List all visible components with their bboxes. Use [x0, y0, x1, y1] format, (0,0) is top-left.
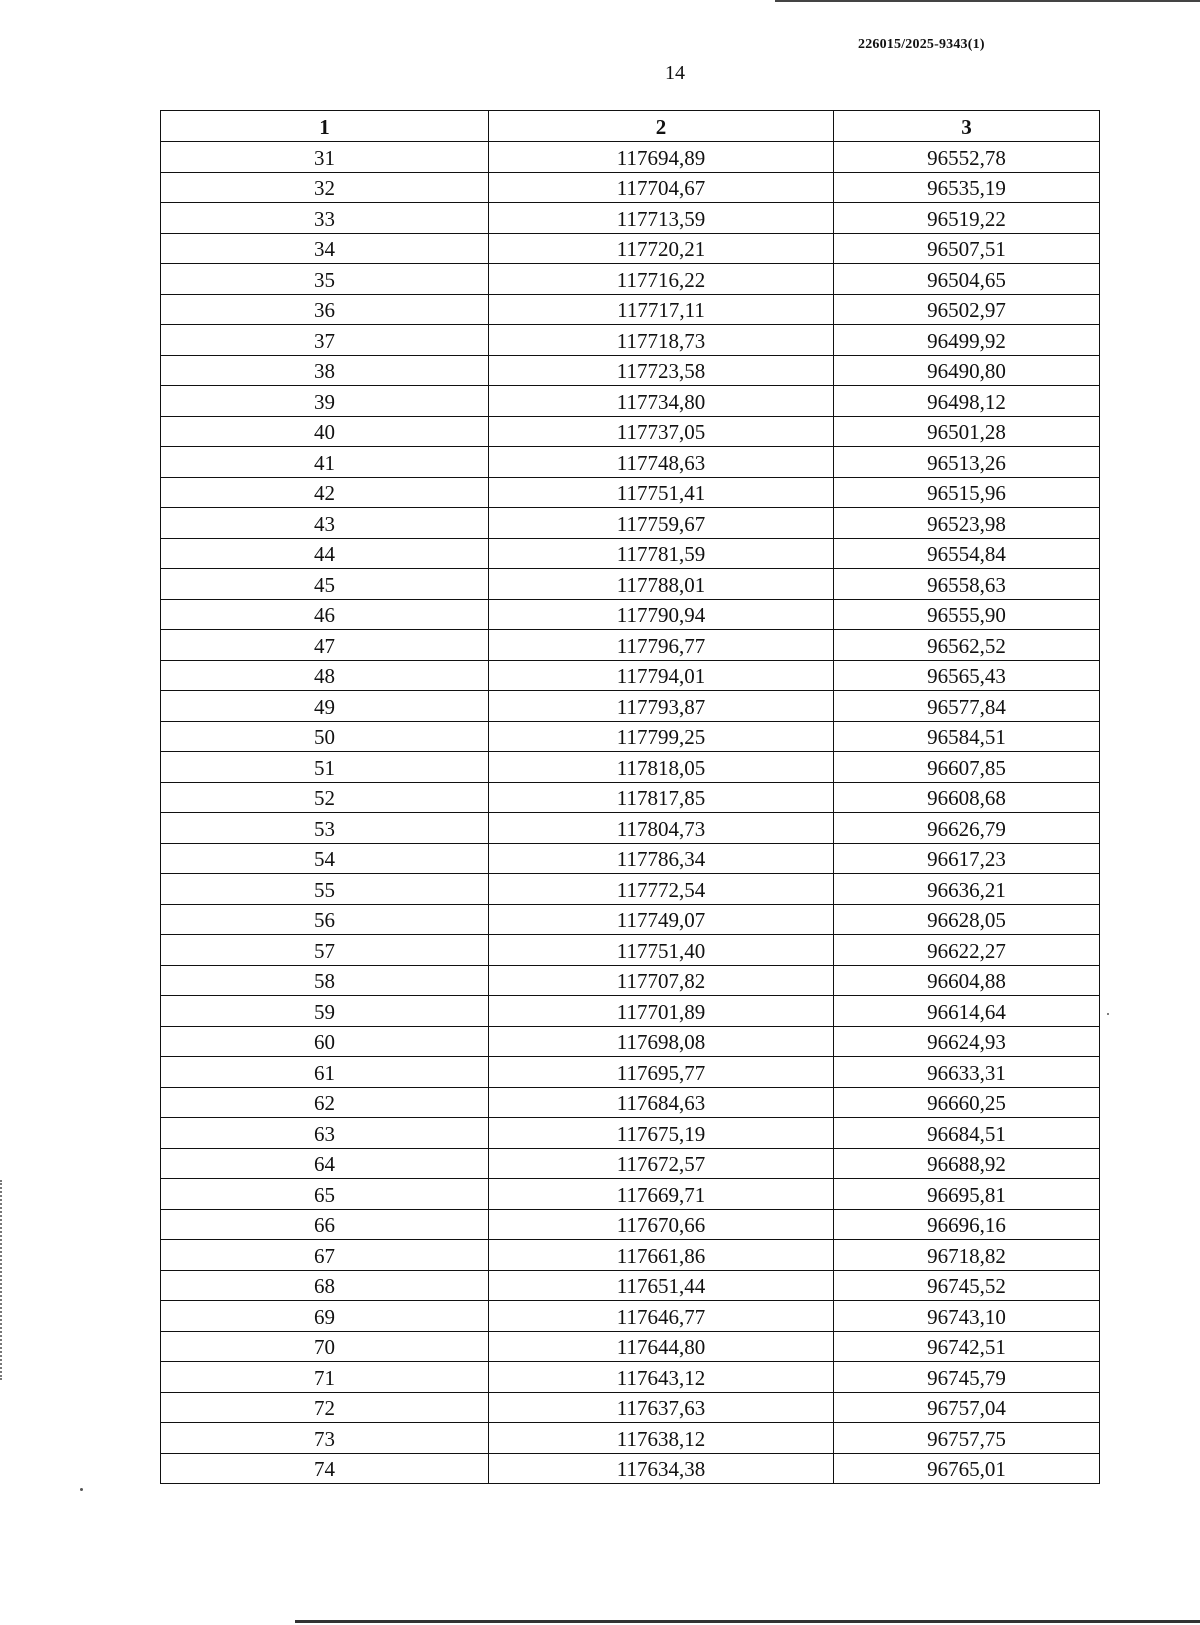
- point-number-cell: 54: [161, 843, 489, 874]
- x-coordinate-cell: 117723,58: [489, 355, 834, 386]
- y-coordinate-cell: 96745,52: [834, 1270, 1100, 1301]
- y-coordinate-cell: 96501,28: [834, 416, 1100, 447]
- table-row: [161, 782, 1100, 813]
- point-number-cell: 61: [161, 1057, 489, 1088]
- y-coordinate-cell: 96584,51: [834, 721, 1100, 752]
- y-coordinate-cell: 96745,79: [834, 1362, 1100, 1393]
- column-header-1: 1: [161, 111, 489, 142]
- coordinates-table: [160, 110, 1100, 1484]
- table-row: [161, 1179, 1100, 1210]
- table-row: [161, 1148, 1100, 1179]
- point-number-cell: 64: [161, 1148, 489, 1179]
- point-number-cell: 74: [161, 1453, 489, 1484]
- y-coordinate-cell: 96499,92: [834, 325, 1100, 356]
- table-row: [161, 1453, 1100, 1484]
- y-coordinate-cell: 96562,52: [834, 630, 1100, 661]
- point-number-cell: 57: [161, 935, 489, 966]
- document-number: 226015/2025-9343(1): [858, 37, 985, 52]
- point-number-cell: 38: [161, 355, 489, 386]
- table-row: [161, 599, 1100, 630]
- x-coordinate-cell: 117799,25: [489, 721, 834, 752]
- table-row: [161, 1301, 1100, 1332]
- point-number-cell: 68: [161, 1270, 489, 1301]
- y-coordinate-cell: 96554,84: [834, 538, 1100, 569]
- y-coordinate-cell: 96757,75: [834, 1423, 1100, 1454]
- y-coordinate-cell: 96498,12: [834, 386, 1100, 417]
- y-coordinate-cell: 96608,68: [834, 782, 1100, 813]
- y-coordinate-cell: 96743,10: [834, 1301, 1100, 1332]
- table-row: [161, 203, 1100, 234]
- table-row: [161, 1331, 1100, 1362]
- y-coordinate-cell: 96523,98: [834, 508, 1100, 539]
- x-coordinate-cell: 117748,63: [489, 447, 834, 478]
- table-row: [161, 416, 1100, 447]
- y-coordinate-cell: 96515,96: [834, 477, 1100, 508]
- x-coordinate-cell: 117670,66: [489, 1209, 834, 1240]
- point-number-cell: 65: [161, 1179, 489, 1210]
- top-scan-rule: [775, 0, 1200, 2]
- y-coordinate-cell: 96519,22: [834, 203, 1100, 234]
- point-number-cell: 41: [161, 447, 489, 478]
- table-row: [161, 1270, 1100, 1301]
- y-coordinate-cell: 96617,23: [834, 843, 1100, 874]
- x-coordinate-cell: 117786,34: [489, 843, 834, 874]
- table-row: [161, 996, 1100, 1027]
- table-row: [161, 935, 1100, 966]
- table-row: [161, 721, 1100, 752]
- table-row: [161, 294, 1100, 325]
- table-row: [161, 1392, 1100, 1423]
- point-number-cell: 51: [161, 752, 489, 783]
- y-coordinate-cell: 96684,51: [834, 1118, 1100, 1149]
- x-coordinate-cell: 117793,87: [489, 691, 834, 722]
- bottom-scan-rule: [295, 1620, 1200, 1623]
- y-coordinate-cell: 96555,90: [834, 599, 1100, 630]
- y-coordinate-cell: 96607,85: [834, 752, 1100, 783]
- table-row: [161, 386, 1100, 417]
- y-coordinate-cell: 96696,16: [834, 1209, 1100, 1240]
- table-row: [161, 1026, 1100, 1057]
- y-coordinate-cell: 96490,80: [834, 355, 1100, 386]
- x-coordinate-cell: 117716,22: [489, 264, 834, 295]
- x-coordinate-cell: 117701,89: [489, 996, 834, 1027]
- table-row: [161, 264, 1100, 295]
- x-coordinate-cell: 117804,73: [489, 813, 834, 844]
- x-coordinate-cell: 117634,38: [489, 1453, 834, 1484]
- table-row: [161, 1087, 1100, 1118]
- point-number-cell: 40: [161, 416, 489, 447]
- point-number-cell: 59: [161, 996, 489, 1027]
- point-number-cell: 53: [161, 813, 489, 844]
- point-number-cell: 49: [161, 691, 489, 722]
- table-row: [161, 538, 1100, 569]
- y-coordinate-cell: 96622,27: [834, 935, 1100, 966]
- table-header-row: [161, 111, 1100, 142]
- y-coordinate-cell: 96614,64: [834, 996, 1100, 1027]
- table-row: [161, 813, 1100, 844]
- x-coordinate-cell: 117646,77: [489, 1301, 834, 1332]
- x-coordinate-cell: 117707,82: [489, 965, 834, 996]
- y-coordinate-cell: 96535,19: [834, 172, 1100, 203]
- table-row: [161, 569, 1100, 600]
- x-coordinate-cell: 117669,71: [489, 1179, 834, 1210]
- x-coordinate-cell: 117796,77: [489, 630, 834, 661]
- y-coordinate-cell: 96604,88: [834, 965, 1100, 996]
- point-number-cell: 50: [161, 721, 489, 752]
- x-coordinate-cell: 117694,89: [489, 142, 834, 173]
- y-coordinate-cell: 96558,63: [834, 569, 1100, 600]
- x-coordinate-cell: 117818,05: [489, 752, 834, 783]
- x-coordinate-cell: 117638,12: [489, 1423, 834, 1454]
- y-coordinate-cell: 96757,04: [834, 1392, 1100, 1423]
- x-coordinate-cell: 117749,07: [489, 904, 834, 935]
- table-row: [161, 477, 1100, 508]
- table-row: [161, 142, 1100, 173]
- x-coordinate-cell: 117781,59: [489, 538, 834, 569]
- point-number-cell: 34: [161, 233, 489, 264]
- point-number-cell: 62: [161, 1087, 489, 1118]
- x-coordinate-cell: 117695,77: [489, 1057, 834, 1088]
- x-coordinate-cell: 117759,67: [489, 508, 834, 539]
- table-row: [161, 355, 1100, 386]
- x-coordinate-cell: 117790,94: [489, 599, 834, 630]
- x-coordinate-cell: 117817,85: [489, 782, 834, 813]
- x-coordinate-cell: 117661,86: [489, 1240, 834, 1271]
- table-row: [161, 843, 1100, 874]
- point-number-cell: 58: [161, 965, 489, 996]
- x-coordinate-cell: 117644,80: [489, 1331, 834, 1362]
- y-coordinate-cell: 96633,31: [834, 1057, 1100, 1088]
- table-row: [161, 1118, 1100, 1149]
- table-row: [161, 447, 1100, 478]
- y-coordinate-cell: 96552,78: [834, 142, 1100, 173]
- table-row: [161, 1209, 1100, 1240]
- point-number-cell: 31: [161, 142, 489, 173]
- scan-edge-mark: [0, 1180, 4, 1380]
- x-coordinate-cell: 117643,12: [489, 1362, 834, 1393]
- y-coordinate-cell: 96742,51: [834, 1331, 1100, 1362]
- point-number-cell: 43: [161, 508, 489, 539]
- point-number-cell: 72: [161, 1392, 489, 1423]
- point-number-cell: 67: [161, 1240, 489, 1271]
- x-coordinate-cell: 117720,21: [489, 233, 834, 264]
- scan-speck: [80, 1488, 83, 1491]
- x-coordinate-cell: 117704,67: [489, 172, 834, 203]
- y-coordinate-cell: 96513,26: [834, 447, 1100, 478]
- x-coordinate-cell: 117698,08: [489, 1026, 834, 1057]
- table-row: [161, 660, 1100, 691]
- point-number-cell: 42: [161, 477, 489, 508]
- table-row: [161, 904, 1100, 935]
- point-number-cell: 37: [161, 325, 489, 356]
- table-row: [161, 630, 1100, 661]
- x-coordinate-cell: 117637,63: [489, 1392, 834, 1423]
- y-coordinate-cell: 96660,25: [834, 1087, 1100, 1118]
- point-number-cell: 71: [161, 1362, 489, 1393]
- y-coordinate-cell: 96624,93: [834, 1026, 1100, 1057]
- y-coordinate-cell: 96688,92: [834, 1148, 1100, 1179]
- x-coordinate-cell: 117684,63: [489, 1087, 834, 1118]
- x-coordinate-cell: 117751,41: [489, 477, 834, 508]
- table-body: [161, 142, 1100, 1484]
- point-number-cell: 69: [161, 1301, 489, 1332]
- x-coordinate-cell: 117675,19: [489, 1118, 834, 1149]
- y-coordinate-cell: 96502,97: [834, 294, 1100, 325]
- x-coordinate-cell: 117794,01: [489, 660, 834, 691]
- table-row: [161, 172, 1100, 203]
- table-row: [161, 233, 1100, 264]
- point-number-cell: 60: [161, 1026, 489, 1057]
- x-coordinate-cell: 117772,54: [489, 874, 834, 905]
- column-header-3: 3: [834, 111, 1100, 142]
- x-coordinate-cell: 117734,80: [489, 386, 834, 417]
- table-row: [161, 752, 1100, 783]
- point-number-cell: 66: [161, 1209, 489, 1240]
- point-number-cell: 55: [161, 874, 489, 905]
- point-number-cell: 35: [161, 264, 489, 295]
- table-row: [161, 874, 1100, 905]
- y-coordinate-cell: 96577,84: [834, 691, 1100, 722]
- point-number-cell: 48: [161, 660, 489, 691]
- point-number-cell: 45: [161, 569, 489, 600]
- point-number-cell: 73: [161, 1423, 489, 1454]
- y-coordinate-cell: 96695,81: [834, 1179, 1100, 1210]
- table-row: [161, 965, 1100, 996]
- table-row: [161, 1240, 1100, 1271]
- point-number-cell: 46: [161, 599, 489, 630]
- point-number-cell: 70: [161, 1331, 489, 1362]
- x-coordinate-cell: 117713,59: [489, 203, 834, 234]
- page-number: 14: [665, 62, 685, 84]
- x-coordinate-cell: 117718,73: [489, 325, 834, 356]
- point-number-cell: 33: [161, 203, 489, 234]
- x-coordinate-cell: 117672,57: [489, 1148, 834, 1179]
- y-coordinate-cell: 96765,01: [834, 1453, 1100, 1484]
- x-coordinate-cell: 117717,11: [489, 294, 834, 325]
- y-coordinate-cell: 96626,79: [834, 813, 1100, 844]
- table-row: [161, 1423, 1100, 1454]
- table-row: [161, 1057, 1100, 1088]
- y-coordinate-cell: 96636,21: [834, 874, 1100, 905]
- y-coordinate-cell: 96718,82: [834, 1240, 1100, 1271]
- point-number-cell: 36: [161, 294, 489, 325]
- x-coordinate-cell: 117751,40: [489, 935, 834, 966]
- x-coordinate-cell: 117651,44: [489, 1270, 834, 1301]
- column-header-2: 2: [489, 111, 834, 142]
- point-number-cell: 52: [161, 782, 489, 813]
- y-coordinate-cell: 96504,65: [834, 264, 1100, 295]
- point-number-cell: 56: [161, 904, 489, 935]
- scan-speck: [1107, 1013, 1109, 1015]
- table-row: [161, 1362, 1100, 1393]
- x-coordinate-cell: 117737,05: [489, 416, 834, 447]
- x-coordinate-cell: 117788,01: [489, 569, 834, 600]
- point-number-cell: 39: [161, 386, 489, 417]
- table-row: [161, 508, 1100, 539]
- point-number-cell: 44: [161, 538, 489, 569]
- point-number-cell: 63: [161, 1118, 489, 1149]
- point-number-cell: 47: [161, 630, 489, 661]
- y-coordinate-cell: 96565,43: [834, 660, 1100, 691]
- y-coordinate-cell: 96628,05: [834, 904, 1100, 935]
- y-coordinate-cell: 96507,51: [834, 233, 1100, 264]
- point-number-cell: 32: [161, 172, 489, 203]
- table-row: [161, 325, 1100, 356]
- table-row: [161, 691, 1100, 722]
